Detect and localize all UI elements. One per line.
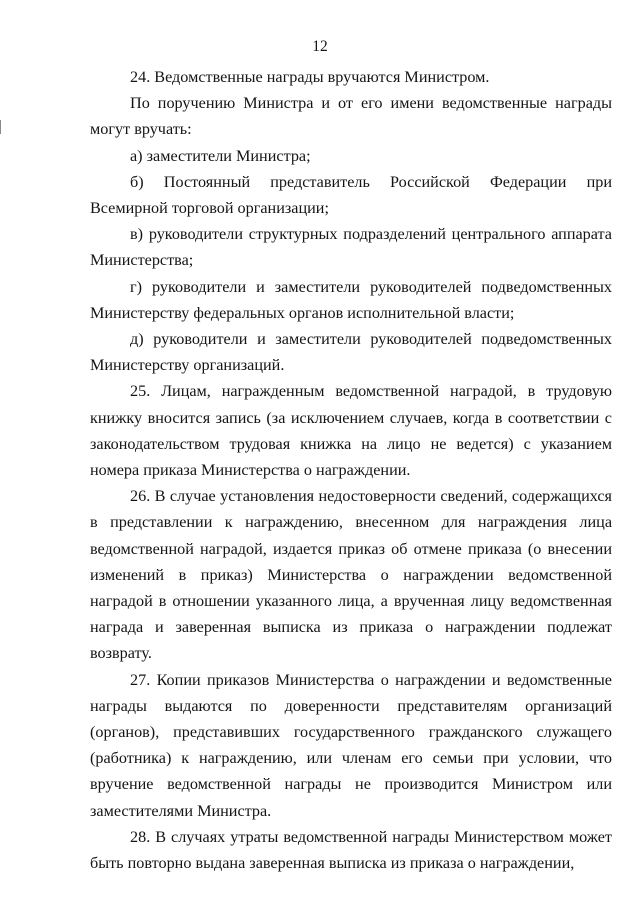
list-item-g: г) руководители и заместители руководителей подведомственных Министерству федеральных органов исполнительной власти; [90,277,612,322]
page-number: 12 [312,38,328,55]
document-body [90,64,612,876]
list-item-v: в) руководители структурных подразделений центрального аппарата Министерства; [90,225,612,270]
paragraph-25: 25. Лицам, награжденным ведомственной наградой, в трудовую книжку вносится запись (за исключением случаев, когда в соответствии с законодательством трудовая книжка на лицо не ведется) с указанием номера приказа Министерства о награждении. [90,382,612,480]
list-item-d: д) руководители и заместители руководителей подведомственных Министерству организаций. [90,330,612,375]
paragraph-24: 24. Ведомственные награды вручаются Министром. [130,68,490,86]
paragraph-27: 27. Копии приказов Министерства о награждении и ведомственные награды выдаются по доверенности представителям организаций (органов), представивших государственного гражданского служащего (работника) к награждению, или членам его семьи при условии, что вручение ведомственной награды не производится Министром или заместителями Министра. [90,670,612,820]
paragraph-28: 28. В случаях утраты ведомственной награды Министерством может быть повторно выдана заверенная выписка из приказа о награждении, [90,827,612,873]
list-item-b: б) Постоянный представитель Российской Федерации при Всемирной торговой организации; [90,172,612,218]
list-item-a: а) заместители Министра; [130,146,311,165]
paragraph-26: 26. В случае установления недостоверности сведений, содержащихся в представлении к награждению, внесенном для награждения лица ведомственной наградой, издается приказ об отмене приказа (о внесении изменений в приказ) Министерства о награждении ведомственной наградой в отношении указанного лица, а врученная лицу ведомственная награда и заверенная выписка из приказа о награждении подлежат возврату. [90,487,612,663]
scan-margin-mark [0,120,1,134]
paragraph-delegation: По поручению Министра и от его имени ведомственные награды могут вручать: [90,94,612,139]
